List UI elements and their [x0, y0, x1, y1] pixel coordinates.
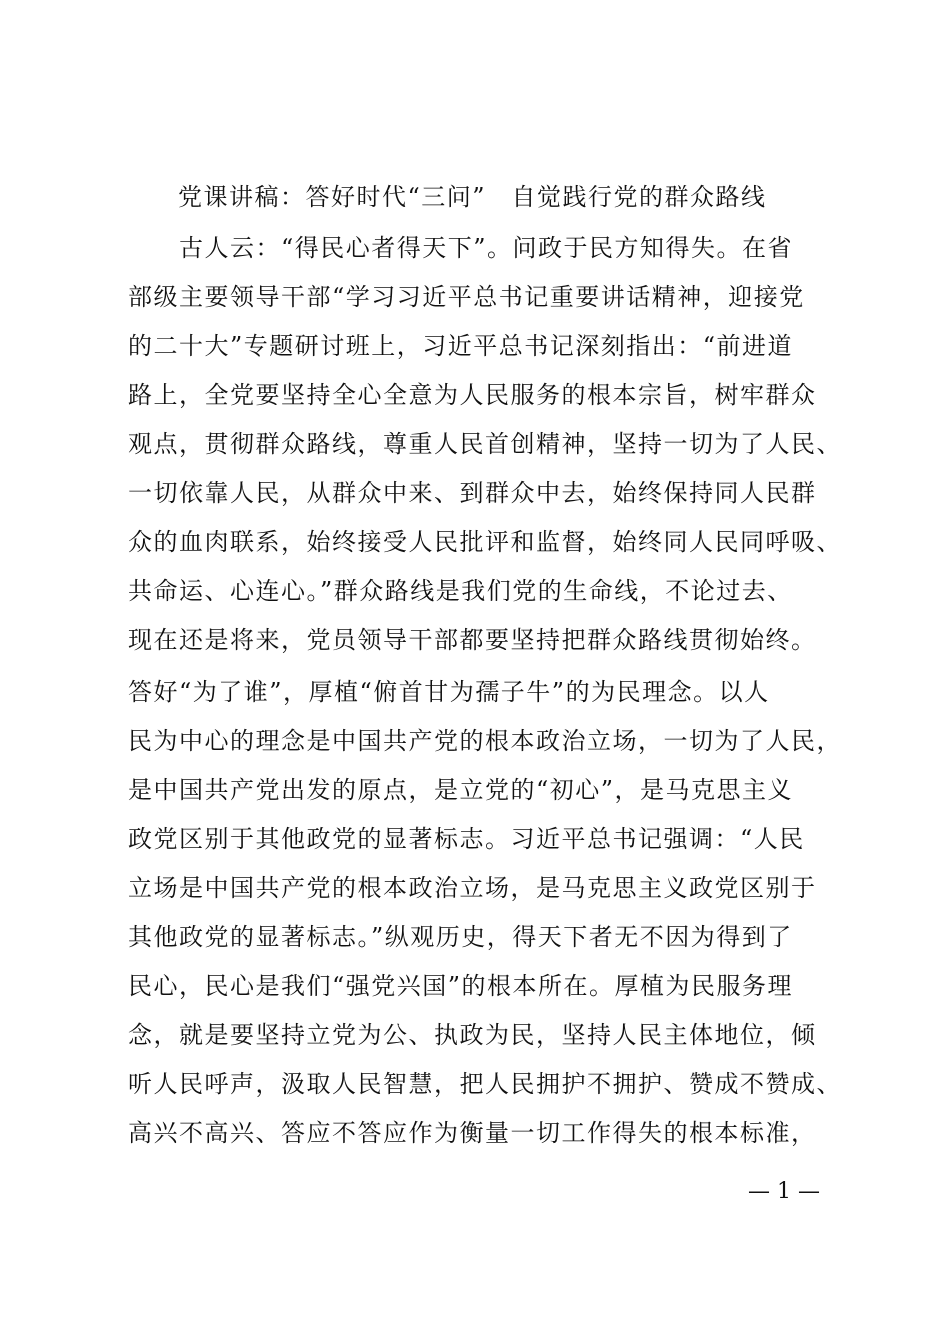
paragraph-line: 念，就是要坚持立党为公、执政为民，坚持人民主体地位，倾 — [128, 1021, 817, 1049]
paragraph-line: 民心，民心是我们“强党兴国”的根本所在。厚植为民服务理 — [128, 972, 794, 1000]
paragraph-1 — [128, 224, 842, 665]
paragraph-line: 听人民呼声，汲取人民智慧，把人民拥护不拥护、赞成不赞成、 — [128, 1070, 842, 1098]
paragraph-line: 的二十大”专题研讨班上，习近平总书记深刻指出：“前进道 — [128, 332, 794, 360]
paragraph-line: 一切依靠人民，从群众中来、到群众中去，始终保持同人民群 — [128, 479, 817, 507]
paragraph-line: 现在还是将来，党员领导干部都要坚持把群众路线贯彻始终。 — [128, 626, 817, 654]
paragraph-line: 是中国共产党出发的原点，是立党的“初心”，是马克思主义 — [128, 776, 794, 804]
paragraph-line: 立场是中国共产党的根本政治立场，是马克思主义政党区别于 — [128, 874, 817, 902]
paragraph-line: 路上，全党要坚持全心全意为人民服务的根本宗旨，树牢群众 — [128, 381, 817, 409]
page-number: — 1 — — [748, 1179, 820, 1204]
document-title: 党课讲稿：答好时代“三问” 自觉践行党的群众路线 — [178, 183, 767, 211]
paragraph-line: 答好“为了谁”，厚植“俯首甘为孺子牛”的为民理念。以人 — [128, 678, 770, 706]
paragraph-line: 众的血肉联系，始终接受人民批评和监督，始终同人民同呼吸、 — [128, 528, 842, 556]
paragraph-line: 共命运、心连心。”群众路线是我们党的生命线，不论过去、 — [128, 577, 793, 605]
paragraph-line: 民为中心的理念是中国共产党的根本政治立场，一切为了人民， — [128, 727, 842, 755]
paragraph-line: 高兴不高兴、答应不答应作为衡量一切工作得失的根本标准， — [128, 1119, 817, 1147]
paragraph-line: 古人云：“得民心者得天下”。问政于民方知得失。在省 — [128, 234, 794, 262]
paragraph-2 — [128, 668, 842, 1158]
paragraph-line: 观点，贯彻群众路线，尊重人民首创精神，坚持一切为了人民、 — [128, 430, 842, 458]
paragraph-line: 政党区别于其他政党的显著标志。习近平总书记强调：“人民 — [128, 825, 805, 853]
paragraph-line: 部级主要领导干部“学习习近平总书记重要讲话精神，迎接党 — [128, 283, 805, 311]
paragraph-line: 其他政党的显著标志。”纵观历史，得天下者无不因为得到了 — [128, 923, 793, 951]
